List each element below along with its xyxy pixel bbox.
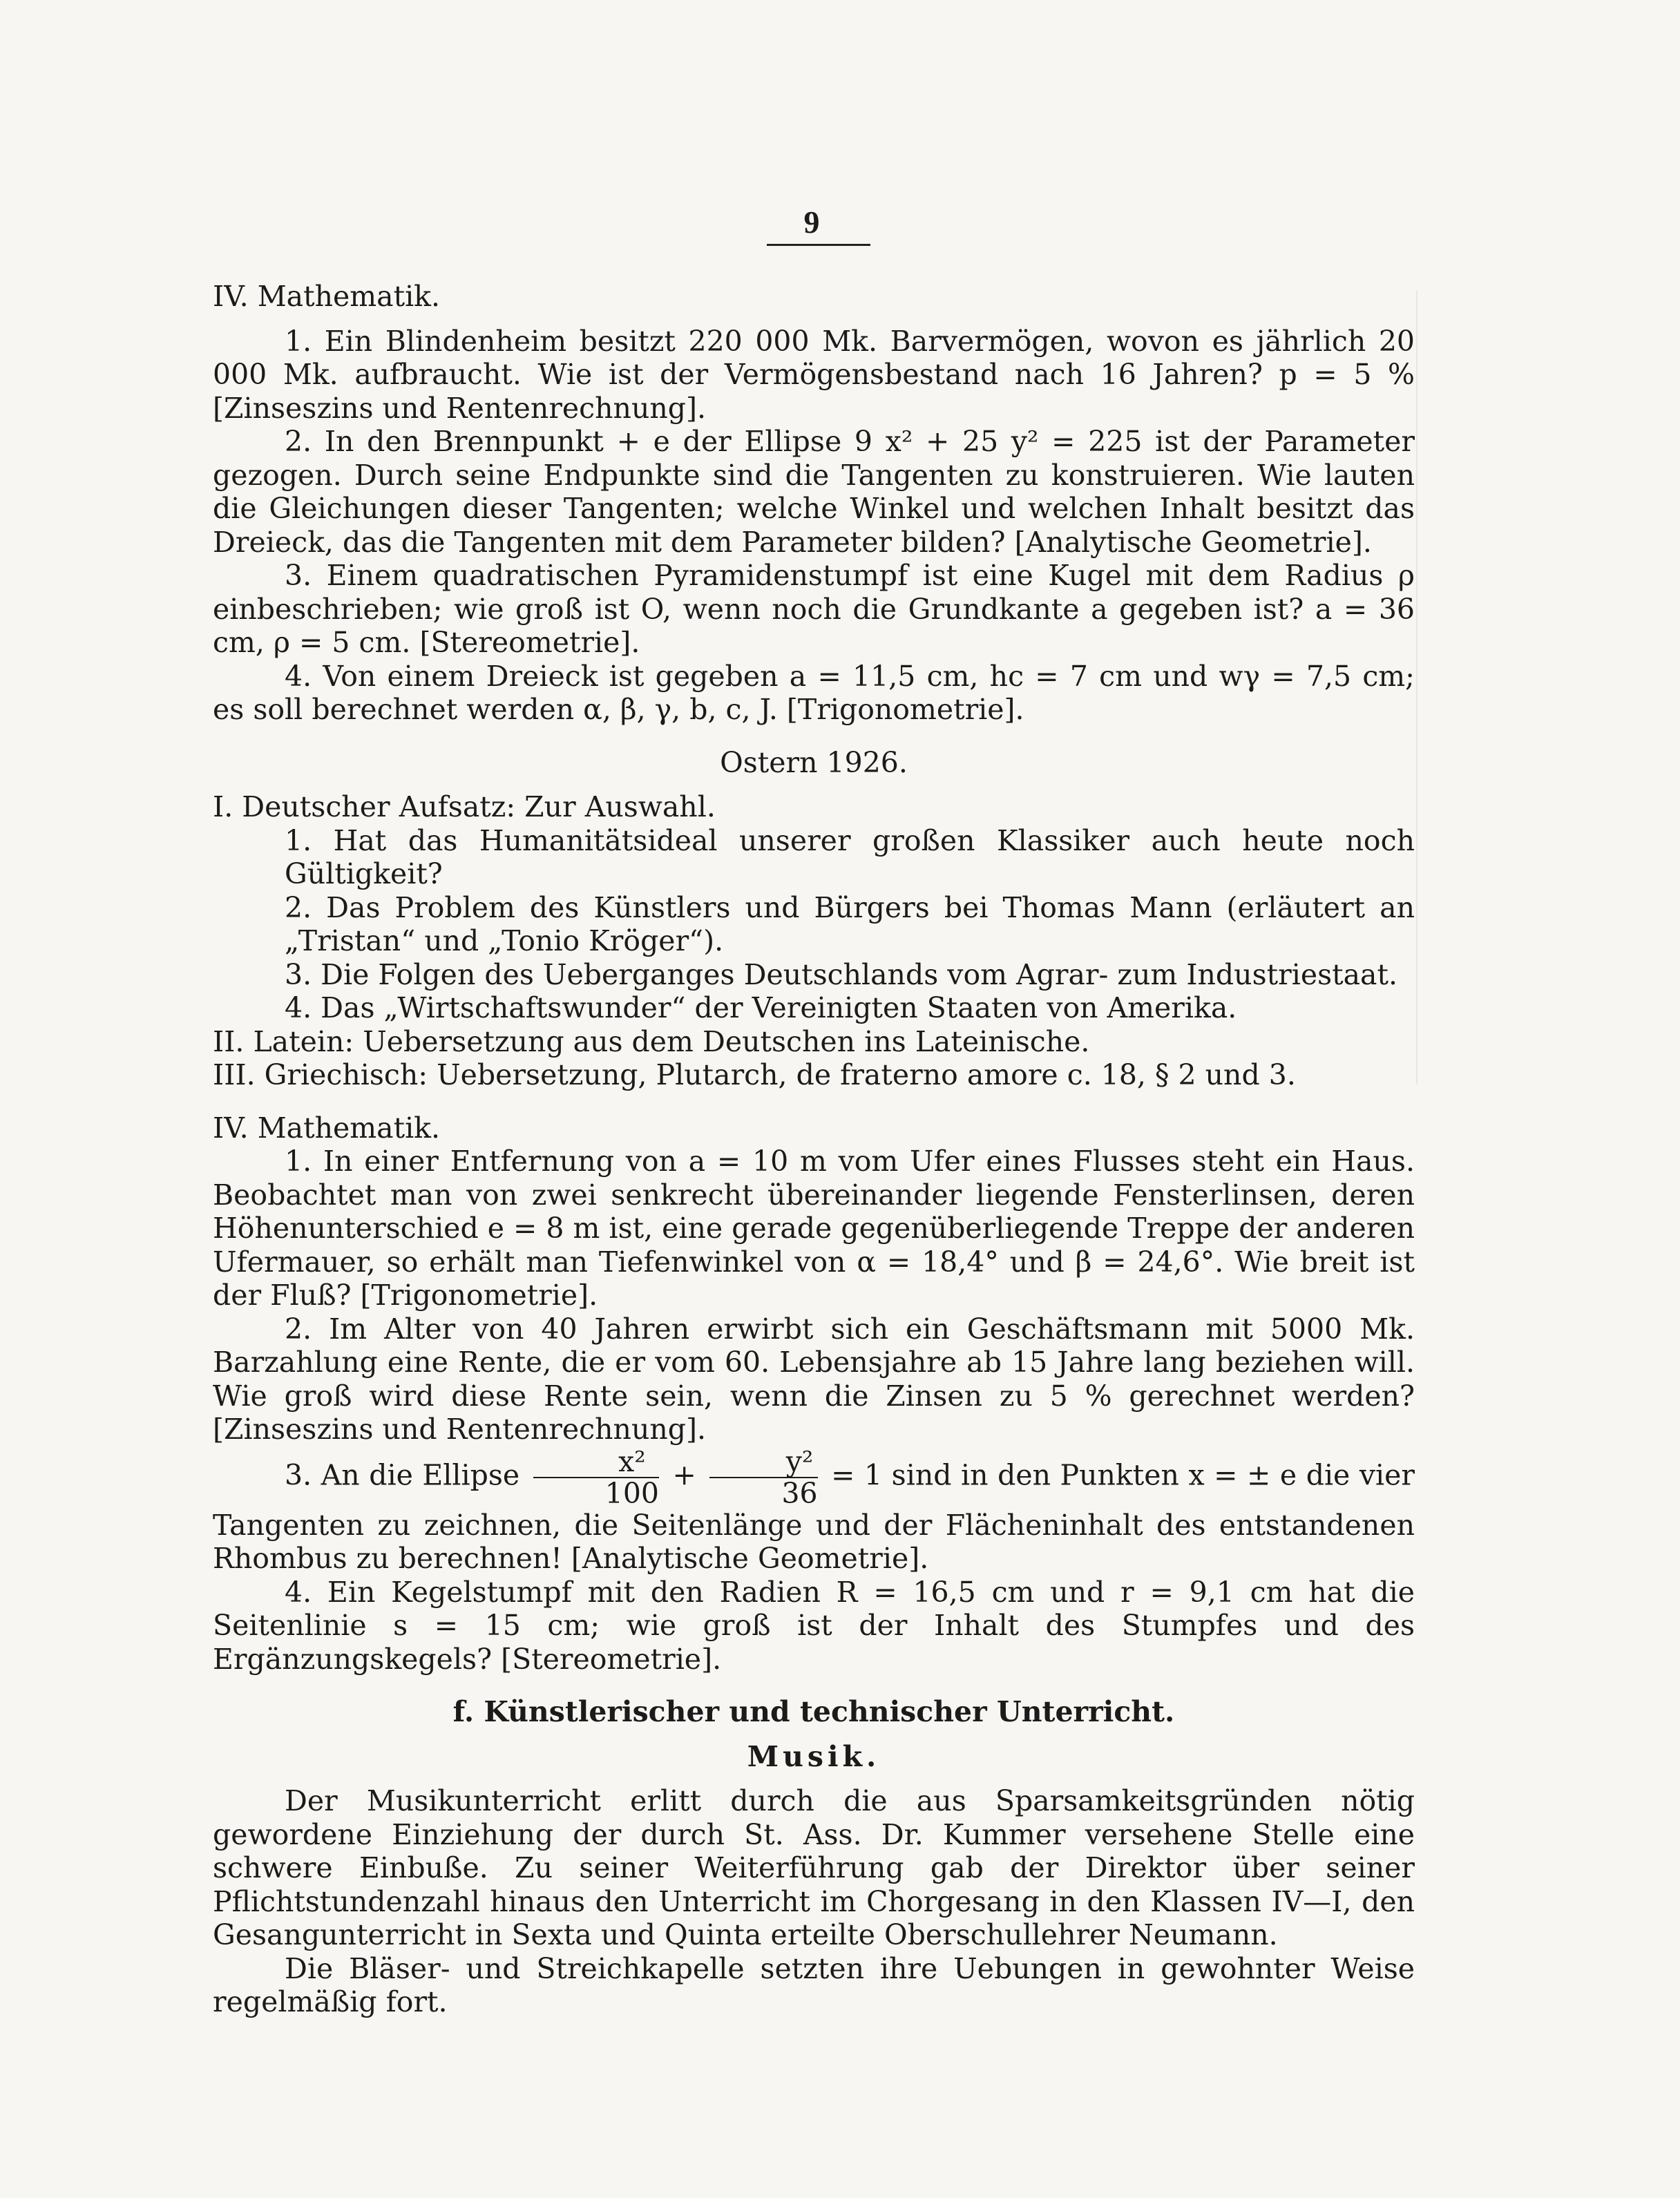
math2-task-4: 4. Ein Kegelstumpf mit den Radien R = 16,5 cm und r = 9,1 cm hat die Seitenlinie s = 15 cm; wie groß ist der Inhalt des Stumpfes und des Ergänzungskegels? [Stereometrie]. bbox=[213, 1575, 1415, 1676]
fraction-x-squared bbox=[533, 1446, 659, 1509]
fraction-1-numerator: x² bbox=[533, 1446, 659, 1478]
german-topic-2: 2. Das Problem des Künstlers und Bürgers bei Thomas Mann (erläutert an „Tristan“ und „Tonio Kröger“). bbox=[285, 890, 1415, 957]
math1-task-3: 3. Einem quadratischen Pyramidenstumpf ist eine Kugel mit dem Radius ρ einbeschrieben; wie groß ist O, wenn noch die Grundkante a gegeben ist? a = 36 cm, ρ = 5 cm. [Stereometrie]. bbox=[213, 559, 1415, 659]
math2-task-2: 2. Im Alter von 40 Jahren erwirbt sich ein Geschäftsmann mit 5000 Mk. Barzahlung eine Rente, die er vom 60. Lebensjahre ab 15 Jahre lang beziehen will. Wie groß wird diese Rente sein, wenn die Zinsen zu 5 % gerechnet werden? [Zinseszins und Rentenrechnung]. bbox=[213, 1312, 1415, 1446]
fraction-1-denominator: 100 bbox=[604, 1476, 659, 1510]
math-heading-1: IV. Mathematik. bbox=[213, 280, 441, 313]
easter-heading: Ostern 1926. bbox=[720, 745, 908, 779]
math1-task-1: 1. Ein Blindenheim besitzt 220 000 Mk. Barvermögen, wovon es jährlich 20 000 Mk. aufbraucht. Wie ist der Vermögensbestand nach 16 Jahren? p = 5 % [Zinseszins und Rentenrechnung]. bbox=[213, 324, 1415, 425]
fraction-2-denominator: 36 bbox=[781, 1476, 818, 1510]
page-number: 9 bbox=[803, 204, 820, 240]
greek-line: III. Griechisch: Uebersetzung, Plutarch, de fraterno amore c. 18, § 2 und 3. bbox=[213, 1058, 1296, 1091]
page-number-rule bbox=[767, 244, 870, 246]
fraction-2-numerator: y² bbox=[709, 1446, 817, 1478]
german-topic-1: 1. Hat das Humanitätsideal unserer großen Klassiker auch heute noch Gültigkeit? bbox=[285, 823, 1415, 890]
math2-task-3-lead: 3. An die Ellipse bbox=[285, 1458, 520, 1491]
german-heading: I. Deutscher Aufsatz: Zur Auswahl. bbox=[213, 790, 716, 823]
math2-task-3 bbox=[213, 1446, 1415, 1576]
music-paragraph-2: Die Bläser- und Streichkapelle setzten ihre Uebungen in gewohnter Weise regelmäßig fort. bbox=[213, 1951, 1415, 2018]
music-paragraph-1: Der Musikunterricht erlitt durch die aus Sparsamkeitsgründen nötig gewordene Einziehung der durch St. Ass. Dr. Kummer versehene Stelle eine schwere Einbuße. Zu seiner Weiterführung gab der Direktor über seiner Pflichtstundenzahl hinaus den Unterricht im Chorgesang in den Klassen IV—I, den Gesangunterricht in Sexta und Quinta erteilte Oberschullehrer Neumann. bbox=[213, 1784, 1415, 1951]
german-topic-3: 3. Die Folgen des Ueberganges Deutschlands vom Agrar- zum Industriestaat. bbox=[285, 957, 1397, 991]
german-topic-4: 4. Das „Wirtschaftswunder“ der Vereinigten Staaten von Amerika. bbox=[285, 991, 1237, 1024]
latin-line: II. Latein: Uebersetzung aus dem Deutschen ins Lateinische. bbox=[213, 1024, 1090, 1058]
math1-task-2: 2. In den Brennpunkt + e der Ellipse 9 x² + 25 y² = 225 ist der Parameter gezogen. Durch seine Endpunkte sind die Tangenten zu konstruieren. Wie lauten die Gleichungen dieser Tangenten; welche Winkel und welchen Inhalt besitzt das Dreieck, das die Tangenten mit dem Parameter bilden? [Analytische Geometrie]. bbox=[213, 425, 1415, 559]
music-heading: Musik. bbox=[747, 1739, 881, 1773]
fraction-y-squared bbox=[709, 1446, 817, 1509]
section-f-heading: f. Künstlerischer und technischer Unterricht. bbox=[452, 1695, 1175, 1728]
bleed-through-line bbox=[1416, 290, 1418, 1084]
math2-task-3-rest: = 1 sind in den Punkten x = ± e die vier Tangenten zu zeichnen, die Seitenlänge und der Flächeninhalt des entstandenen Rhombus zu berechnen! [Analytische Geometrie]. bbox=[213, 1458, 1415, 1575]
plus-sign: + bbox=[672, 1458, 696, 1491]
math2-task-1: 1. In einer Entfernung von a = 10 m vom Ufer eines Flusses steht ein Haus. Beobachtet man von zwei senkrecht übereinander liegende Fensterlinsen, deren Höhenunterschied e = 8 m ist, eine gerade gegenüberliegende Treppe der anderen Ufermauer, so erhält man Tiefenwinkel von α = 18,4° und β = 24,6°. Wie breit ist der Fluß? [Trigonometrie]. bbox=[213, 1145, 1415, 1312]
math-heading-2: IV. Mathematik. bbox=[213, 1111, 441, 1145]
math1-task-4: 4. Von einem Dreieck ist gegeben a = 11,5 cm, hc = 7 cm und wγ = 7,5 cm; es soll berechnet werden α, β, γ, b, c, J. [Trigonometrie]. bbox=[213, 659, 1415, 726]
page-content bbox=[213, 280, 1415, 2019]
